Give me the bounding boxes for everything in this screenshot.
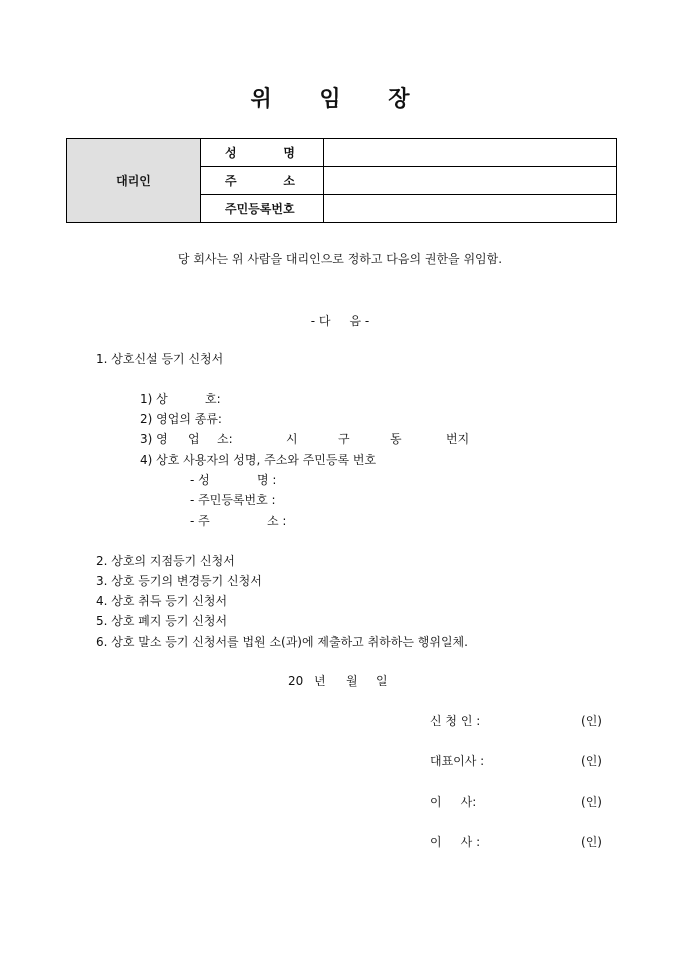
address-label: 주 소 [201, 167, 324, 195]
sub-item-3: 3) 영 업 소: 시 구 동 번지 [140, 432, 470, 446]
signature-applicant: 신 청 인 : (인) [430, 714, 602, 728]
sub-item-2: 2) 영업의 종류: [140, 412, 222, 426]
document-title: 위 임 장 [250, 86, 430, 112]
sub-item-4-address: - 주 소 : [190, 514, 287, 528]
list-item-5: 5. 상호 폐지 등기 신청서 [96, 614, 228, 628]
sub-item-1: 1) 상 호: [140, 392, 221, 406]
signature-ceo: 대표이사 : (인) [430, 754, 602, 768]
sub-item-4: 4) 상호 사용자의 성명, 주소와 주민등록 번호 [140, 453, 377, 467]
date-line: 20 년 월 일 [288, 674, 388, 688]
sub-item-4-rrn: - 주민등록번호 : [190, 493, 276, 507]
list-item-2: 2. 상호의 지점등기 신청서 [96, 554, 235, 568]
list-item-6: 6. 상호 말소 등기 신청서를 법원 소(과)에 제출하고 취하하는 행위일체. [96, 635, 468, 649]
list-item-4: 4. 상호 취득 등기 신청서 [96, 594, 228, 608]
sub-item-4-name: - 성 명 : [190, 473, 277, 487]
list-item-1: 1. 상호신설 등기 신청서 [96, 352, 224, 366]
signature-director-2: 이 사 : (인) [430, 835, 602, 849]
name-value-field[interactable] [324, 139, 617, 167]
seal-mark: (인) [581, 714, 602, 728]
seal-mark: (인) [581, 835, 602, 849]
seal-mark: (인) [581, 795, 602, 809]
rrn-label: 주민등록번호 [201, 195, 324, 223]
intro-statement: 당 회사는 위 사람을 대리인으로 정하고 다음의 권한을 위임함. [177, 252, 503, 266]
list-item-3: 3. 상호 등기의 변경등기 신청서 [96, 574, 262, 588]
agent-info-table [66, 138, 617, 223]
signature-director-1: 이 사: (인) [430, 795, 602, 809]
seal-mark: (인) [581, 754, 602, 768]
section-heading: - 다 음 - [310, 314, 370, 328]
agent-section-label: 대리인 [67, 139, 201, 223]
rrn-value-field[interactable] [324, 195, 617, 223]
address-value-field[interactable] [324, 167, 617, 195]
name-label: 성 명 [201, 139, 324, 167]
